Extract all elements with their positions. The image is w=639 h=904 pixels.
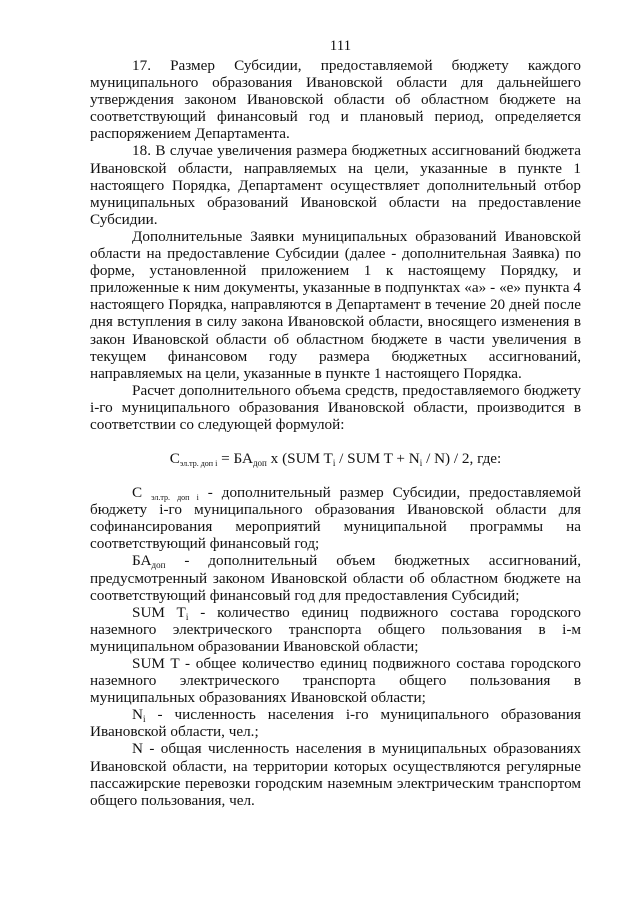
definition-sum-ti: SUM $T_i$ - количество единиц подвижного состава городского наземного электрического транспорта общего пользования в i-м муниципальном образовании Ивановской области; [90, 603, 581, 655]
definition-n: N - общая численность населения в муниципальных образованиях Ивановской области, на территории которых осуществляются регулярные пассажирские перевозки городским наземным электрическим транспортом общего пользования, чел. [90, 740, 581, 809]
definition-sum-t: SUM T - общее количество единиц подвижного состава городского наземного электрического транспорта общего пользования в муниципальных образованиях Ивановской области; [90, 655, 581, 707]
paragraph-additional-applications: Дополнительные Заявки муниципальных образований Ивановской области на предоставление Субсидии (далее - дополнительная Заявка) по форме, установленной приложением 1 к настоящему Порядку, и приложенные к ним документы, указанные в подпунктах «а» - «е» пункта 4 настоящего Порядка, направляются в Департамент в течение 20 дней после дня вступления в силу закона Ивановской области, вносящего изменения в закон Ивановской области об областном бюджете в части увеличения в текущем финансовом году размера бюджетных ассигнований, направляемых на цели, указанные в пункте 1 настоящего Порядка. [90, 227, 581, 382]
page-number: 111 [329, 38, 352, 54]
definition-ni: $N_i$ - численность населения i-го муниципального образования Ивановской области, чел.; [90, 706, 581, 741]
paragraph-18: 18. В случае увеличения размера бюджетных ассигнований бюджета Ивановской области, направляемых на цели, указанные в пункте 1 настоящего Порядка, Департамент осуществляет дополнительный отбор муниципальных образований Ивановской области на предоставление Субсидии. [90, 142, 581, 228]
spacer [90, 433, 581, 450]
paragraph-calculation: Расчет дополнительного объема средств, предоставляемого бюджету i-го муниципального образования Ивановской области, производится в соответствии со следующей формулой: [90, 381, 581, 433]
definition-c: С $_{эл.тр. доп i}$ - дополнительный размер Субсидии, предоставляемой бюджету i-го муниципального образования Ивановской области для софинансирования мероприятий муниципальной программы на соответствующий финансовый год; [90, 484, 581, 553]
formula: $С_{эл.тр. доп i} = БА_{доп}$ x (SUM $T_i$ / SUM $T + N_i / N) / 2$, где: [169, 450, 502, 469]
spacer [90, 467, 581, 484]
paragraph-17: 17. Размер Субсидии, предоставляемой бюджету каждого муниципального образования Ивановской области для дальнейшего утверждения законом Ивановской области об областном бюджете на соответствующий финансовый год и плановый период, определяется распоряжением Департамента. [90, 57, 581, 143]
definition-ba: $БА_{доп}$ - дополнительный объем бюджетных ассигнований, предусмотренный законом Ивановской области об областном бюджете на соответствующий финансовый год для предоставления Субсидий; [90, 552, 581, 604]
